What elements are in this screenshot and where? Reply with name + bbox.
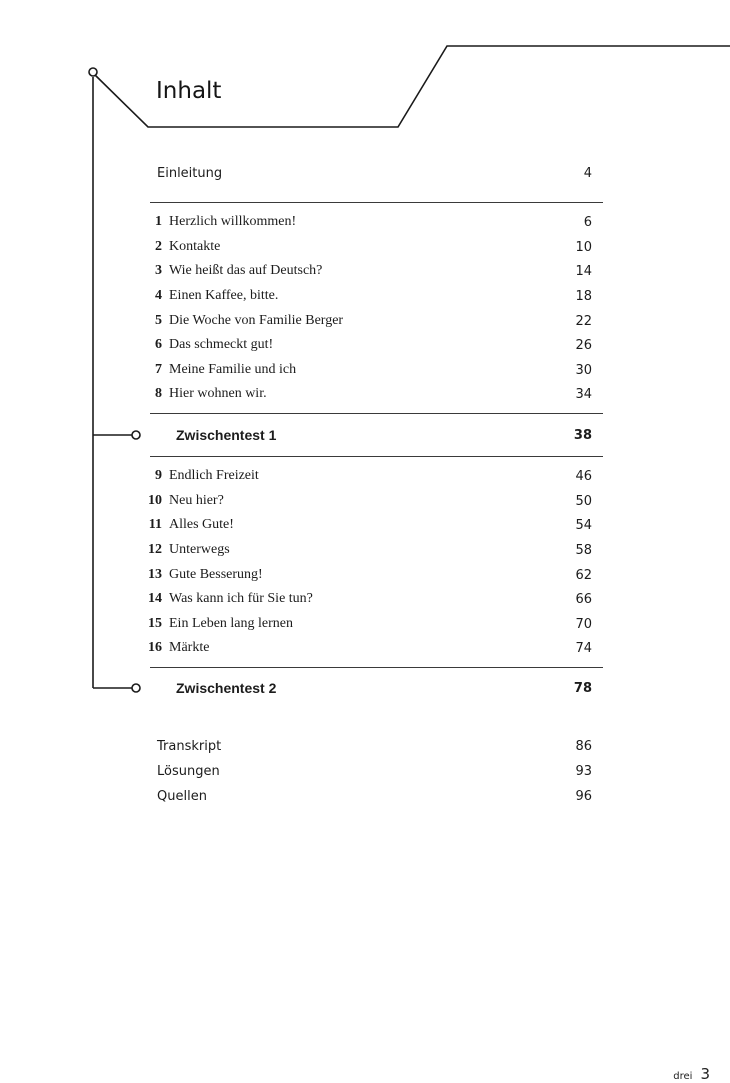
page-number: 3 [700, 1065, 710, 1083]
chapter-page: 22 [575, 313, 592, 329]
toc-chapter-4[interactable] [138, 286, 592, 306]
chapter-page: 14 [575, 263, 592, 279]
toc-chapter-7[interactable] [138, 360, 592, 380]
toc-chapter-8[interactable] [138, 384, 592, 404]
toc-entry-loesungen[interactable] [138, 761, 592, 781]
chapter-number: 16 [148, 640, 162, 655]
toc-chapter-12[interactable] [138, 540, 592, 560]
chapter-number: 2 [155, 239, 162, 254]
chapter-page: 58 [575, 542, 592, 558]
chapter-page: 62 [575, 567, 592, 583]
toc-chapter-2[interactable] [138, 237, 592, 257]
toc-entry-label: Transkript [157, 738, 222, 754]
toc-chapter-11[interactable] [138, 515, 592, 535]
toc-chapter-13[interactable] [138, 565, 592, 585]
chapter-title: Einen Kaffee, bitte. [169, 288, 279, 303]
chapter-page: 70 [575, 616, 592, 632]
chapter-page: 30 [575, 362, 592, 378]
chapter-title: Endlich Freizeit [169, 468, 259, 483]
toc-entry-page: 4 [583, 165, 592, 181]
chapter-number: 15 [148, 616, 162, 631]
chapter-title: Alles Gute! [169, 517, 234, 532]
toc-test-2[interactable] [138, 678, 592, 698]
chapter-page: 74 [575, 640, 592, 656]
toc-test-1[interactable] [138, 425, 592, 445]
toc-chapter-5[interactable] [138, 311, 592, 331]
toc-chapter-10[interactable] [138, 491, 592, 511]
chapter-title: Hier wohnen wir. [169, 386, 267, 401]
chapter-title: Das schmeckt gut! [169, 337, 274, 352]
chapter-number: 9 [155, 468, 162, 483]
chapter-number: 7 [155, 362, 162, 377]
chapter-number: 13 [148, 567, 162, 582]
chapter-page: 46 [575, 468, 592, 484]
chapter-page: 54 [575, 517, 592, 533]
toc-entry-intro[interactable] [138, 163, 592, 183]
toc-entry-transkript[interactable] [138, 736, 592, 756]
chapter-title: Gute Besserung! [169, 567, 263, 582]
test-title: Zwischentest 1 [176, 427, 277, 443]
chapter-number: 14 [148, 591, 162, 606]
chapter-number: 11 [148, 517, 162, 532]
section-divider [150, 456, 603, 457]
chapter-page: 66 [575, 591, 592, 607]
toc-chapter-15[interactable] [138, 614, 592, 634]
toc-entry-label: Quellen [157, 788, 207, 804]
test-page: 78 [573, 680, 592, 696]
chapter-page: 18 [575, 288, 592, 304]
chapter-title: Unterwegs [169, 542, 230, 557]
chapter-title: Neu hier? [169, 493, 224, 508]
toc-chapter-6[interactable] [138, 335, 592, 355]
chapter-title: Märkte [169, 640, 210, 655]
section-divider [150, 202, 603, 203]
chapter-number: 10 [148, 493, 162, 508]
chapter-title: Meine Familie und ich [169, 362, 297, 377]
chapter-number: 3 [155, 263, 162, 278]
chapter-number: 8 [155, 386, 162, 401]
toc-entry-quellen[interactable] [138, 786, 592, 806]
toc-entry-page: 93 [575, 763, 592, 779]
page-footer [673, 1064, 710, 1083]
chapter-page: 6 [583, 214, 592, 230]
chapter-number: 5 [155, 313, 162, 328]
chapter-page: 10 [575, 239, 592, 255]
chapter-title: Ein Leben lang lernen [169, 616, 294, 631]
page-title: Inhalt [156, 78, 222, 104]
section-divider [150, 667, 603, 668]
chapter-number: 4 [155, 288, 162, 303]
chapter-number: 1 [155, 214, 162, 229]
timeline-node-top [89, 68, 97, 76]
toc-entry-page: 86 [575, 738, 592, 754]
page-number-word: drei [673, 1071, 693, 1082]
toc-chapter-14[interactable] [138, 589, 592, 609]
toc-entry-label: Einleitung [157, 165, 223, 181]
toc-chapter-3[interactable] [138, 261, 592, 281]
toc-chapter-9[interactable] [138, 466, 592, 486]
chapter-title: Die Woche von Familie Berger [169, 313, 344, 328]
chapter-page: 34 [575, 386, 592, 402]
chapter-page: 26 [575, 337, 592, 353]
chapter-page: 50 [575, 493, 592, 509]
toc-entry-page: 96 [575, 788, 592, 804]
chapter-title: Was kann ich für Sie tun? [169, 591, 313, 606]
chapter-title: Wie heißt das auf Deutsch? [169, 263, 323, 278]
toc-chapter-16[interactable] [138, 638, 592, 658]
chapter-title: Herzlich willkommen! [169, 214, 297, 229]
toc-chapter-1[interactable] [138, 212, 592, 232]
chapter-number: 12 [148, 542, 162, 557]
toc-entry-label: Lösungen [157, 763, 220, 779]
chapter-title: Kontakte [169, 239, 221, 254]
test-title: Zwischentest 2 [176, 680, 277, 696]
chapter-number: 6 [155, 337, 162, 352]
test-page: 38 [573, 427, 592, 443]
section-divider [150, 413, 603, 414]
